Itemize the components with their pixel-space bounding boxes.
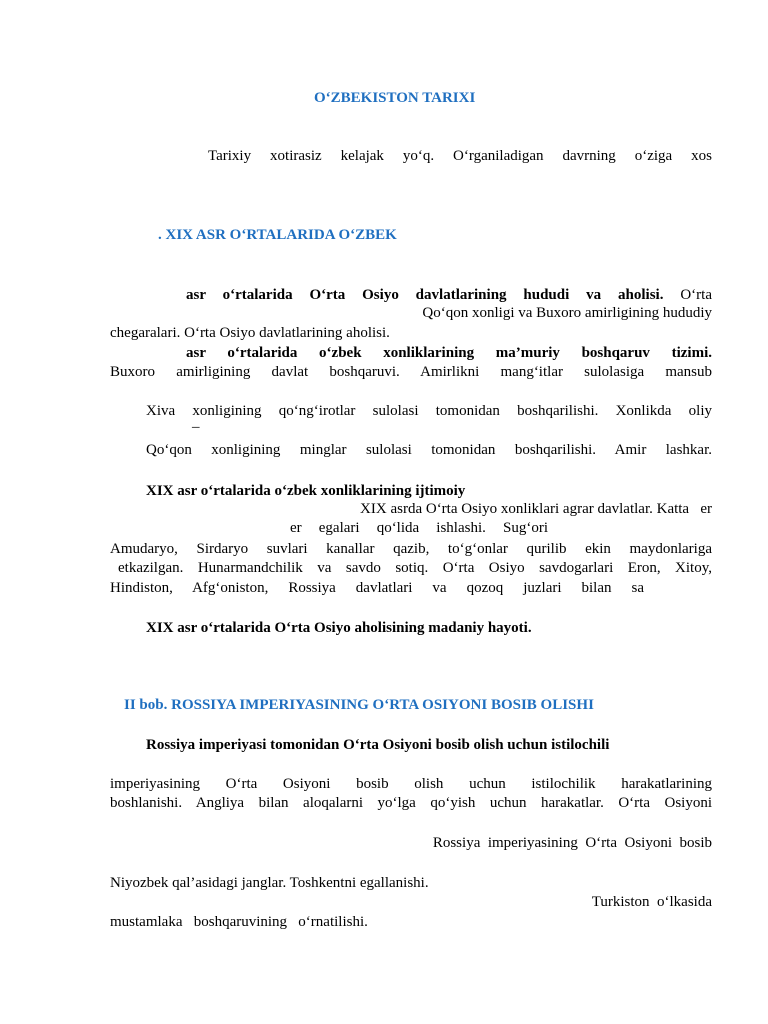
section-1-line-2: Qo‘qon xonligi va Buxoro amirligining hududiy bbox=[422, 305, 712, 321]
section-2-line-2: Buxoro amirligining davlat boshqaruvi. Amirlikni mang‘itlar sulolasiga mansub bbox=[110, 364, 712, 380]
section-6-line-2: Niyozbek qal’asidagi janglar. Toshkentni egallanishi. bbox=[110, 875, 429, 891]
document-title: O‘ZBEKISTON TARIXI bbox=[314, 90, 476, 106]
section-4-title: XIX asr o‘rtalarida O‘rta Osiyo aholisining madaniy hayoti. bbox=[146, 620, 532, 636]
intro-paragraph: Tarixiy xotirasiz kelajak yo‘q. O‘rganiladigan davrning o‘ziga xos bbox=[208, 148, 712, 164]
section-5-title: Rossiya imperiyasi tomonidan O‘rta Osiyoni bosib olish uchun istilochili bbox=[146, 737, 610, 753]
section-1-title-suffix: O‘rta bbox=[663, 287, 712, 303]
qoqon-paragraph: Qo‘qon xonligining minglar sulolasi tomonidan boshqarilishi. Amir lashkar. bbox=[146, 442, 712, 458]
chapter-1-heading: . XIX ASR O‘RTALARIDA O‘ZBEK bbox=[158, 227, 397, 243]
xiva-paragraph: Xiva xonligining qo‘ng‘irotlar sulolasi tomonidan boshqarilishi. Xonlikda oliy bbox=[146, 403, 712, 419]
section-3-line-2: XIX asrda O‘rta Osiyo xonliklari agrar davlatlar. Katta er bbox=[360, 501, 712, 517]
section-1-line-3: chegaralari. O‘rta Osiyo davlatlarining aholisi. bbox=[110, 325, 390, 341]
section-3-line-6: Hindiston, Afg‘oniston, Rossiya davlatlari va qozoq juzlari bilan sa bbox=[110, 580, 644, 596]
section-3-title: XIX asr o‘rtalarida o‘zbek xonliklarining ijtimoiy bbox=[146, 483, 466, 499]
section-6-line-1: Rossiya imperiyasining O‘rta Osiyoni bosib bbox=[432, 835, 712, 851]
section-1-title: asr o‘rtalarida O‘rta Osiyo davlatlarining hududi va aholisi. bbox=[186, 287, 664, 303]
section-7-line-1: Turkiston o‘lkasida bbox=[591, 894, 712, 910]
section-3-line-3: er egalari qo‘lida ishlashi. Sug‘ori bbox=[290, 520, 548, 536]
section-2-title: asr o‘rtalarida o‘zbek xonliklarining ma’muriy boshqaruv tizimi. bbox=[186, 345, 712, 361]
section-3-line-5: etkazilgan. Hunarmandchilik va savdo sotiq. O‘rta Osiyo savdogarlari Eron, Xitoy, bbox=[118, 560, 712, 576]
section-3-line-4: Amudaryo, Sirdaryo suvlari kanallar qazib, to‘g‘onlar qurilib ekin maydonlariga bbox=[110, 541, 712, 557]
section-5-line-3: boshlanishi. Angliya bilan aloqalarni yo‘lga qo‘yish uchun harakatlar. O‘rta Osiyoni bbox=[110, 795, 712, 811]
chapter-2-heading: II bob. ROSSIYA IMPERIYASINING O‘RTA OSIYONI BOSIB OLISHI bbox=[124, 697, 594, 713]
section-5-line-2: imperiyasining O‘rta Osiyoni bosib olish uchun istilochilik harakatlarining bbox=[110, 776, 712, 792]
section-1-line-1 bbox=[186, 286, 712, 304]
section-7-line-2: mustamlaka boshqaruvining o‘rnatilishi. bbox=[110, 914, 368, 930]
dash-mark: – bbox=[192, 419, 200, 435]
